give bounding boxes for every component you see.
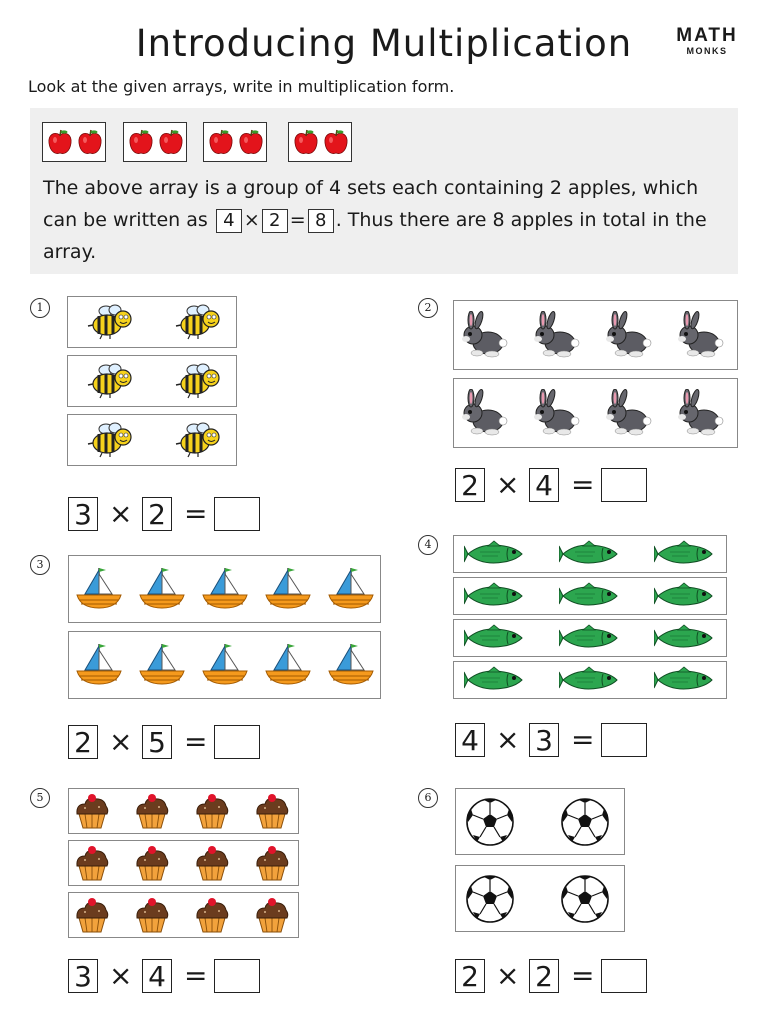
array-row: [453, 577, 727, 615]
apple-icon: [322, 128, 350, 156]
fish-icon: [559, 540, 623, 568]
array-item: [464, 624, 528, 656]
fish-icon: [654, 582, 718, 610]
array-item: [75, 640, 123, 692]
fish-icon: [654, 624, 718, 652]
example-text: [43, 172, 733, 268]
array-row: [67, 414, 237, 466]
fish-icon: [464, 666, 528, 694]
instruction-text: Look at the given arrays, write in multiplication form.: [28, 77, 455, 96]
apple-icon: [46, 128, 74, 156]
array-row: [68, 631, 381, 699]
array-item: [138, 640, 186, 692]
problem-4-number: 4: [418, 535, 438, 555]
sailboat-icon: [138, 640, 186, 688]
soccer-ball-icon: [560, 797, 610, 847]
apple-icon: [292, 128, 320, 156]
example-factor-b: 2: [262, 209, 288, 233]
array-item: [133, 792, 171, 834]
apple: [46, 128, 74, 160]
bee-icon: [86, 301, 134, 341]
example-factor-a: 4: [216, 209, 242, 233]
sailboat-icon: [201, 640, 249, 688]
apple: [207, 128, 235, 160]
problem-6-answer-box[interactable]: [601, 959, 647, 993]
array-row: [453, 378, 738, 448]
bee-icon: [174, 419, 222, 459]
apple-icon: [207, 128, 235, 156]
fish-icon: [464, 624, 528, 652]
array-item: [559, 582, 623, 614]
problem-5-answer-box[interactable]: [214, 959, 260, 993]
array-item: [559, 624, 623, 656]
problem-1-times-sign: ×: [109, 497, 133, 530]
bee-icon: [86, 419, 134, 459]
cupcake-icon: [253, 792, 291, 830]
fish-icon: [654, 666, 718, 694]
problem-2-answer-box[interactable]: [601, 468, 647, 502]
array-item: [264, 564, 312, 616]
problem-2-factor-b: 4: [529, 468, 559, 502]
array-item: [86, 419, 134, 463]
apple-group: [123, 122, 187, 162]
array-item: [560, 874, 610, 928]
array-item: [603, 389, 653, 441]
array-item: [253, 844, 291, 886]
array-row: [453, 619, 727, 657]
array-row: [68, 840, 299, 886]
problem-3-answer-box[interactable]: [214, 725, 260, 759]
array-item: [654, 624, 718, 656]
array-item: [201, 640, 249, 692]
problem-1-equals-sign: =: [184, 497, 208, 530]
problem-4-times-sign: ×: [496, 723, 520, 756]
array-row: [453, 300, 738, 370]
array-row: [68, 555, 381, 623]
array-item: [193, 896, 231, 938]
apple: [237, 128, 265, 160]
apple: [76, 128, 104, 160]
array-item: [559, 540, 623, 572]
example-result: 8: [308, 209, 334, 233]
bee-icon: [86, 360, 134, 400]
array-item: [193, 844, 231, 886]
problem-4-equals-sign: =: [571, 723, 595, 756]
problem-3-number: 3: [30, 555, 50, 575]
rabbit-icon: [675, 311, 725, 359]
apple-icon: [76, 128, 104, 156]
fish-icon: [654, 540, 718, 568]
fish-icon: [559, 666, 623, 694]
problem-6-equals-sign: =: [571, 959, 595, 992]
cupcake-icon: [133, 844, 171, 882]
array-item: [201, 564, 249, 616]
apple: [322, 128, 350, 160]
fish-icon: [464, 540, 528, 568]
fish-icon: [464, 582, 528, 610]
array-item: [465, 874, 515, 928]
page-title: Introducing Multiplication: [135, 22, 633, 65]
apple: [292, 128, 320, 160]
array-item: [560, 797, 610, 851]
array-item: [86, 360, 134, 404]
array-item: [531, 311, 581, 363]
array-item: [459, 311, 509, 363]
array-item: [133, 896, 171, 938]
soccer-ball-icon: [560, 874, 610, 924]
example-text-before: The above array is a group of 4 sets each containing 2 apples, which can be written as: [43, 177, 699, 231]
problem-6-factor-b: 2: [529, 959, 559, 993]
problem-5-factor-b: 4: [142, 959, 172, 993]
array-item: [138, 564, 186, 616]
example-times-sign: ×: [243, 209, 260, 231]
soccer-ball-icon: [465, 797, 515, 847]
rabbit-icon: [531, 389, 581, 437]
rabbit-icon: [531, 311, 581, 359]
problem-6-times-sign: ×: [496, 959, 520, 992]
fish-icon: [559, 582, 623, 610]
problem-2-equals-sign: =: [571, 468, 595, 501]
fish-icon: [559, 624, 623, 652]
array-item: [465, 797, 515, 851]
sailboat-icon: [138, 564, 186, 612]
sailboat-icon: [75, 564, 123, 612]
array-row: [67, 296, 237, 348]
bee-icon: [174, 360, 222, 400]
problem-3-factor-b: 5: [142, 725, 172, 759]
problem-2-times-sign: ×: [496, 468, 520, 501]
cupcake-icon: [193, 792, 231, 830]
array-row: [453, 661, 727, 699]
rabbit-icon: [459, 311, 509, 359]
array-item: [75, 564, 123, 616]
example-equals-sign: =: [289, 209, 306, 231]
problem-1-factor-b: 2: [142, 497, 172, 531]
array-row: [455, 788, 625, 855]
problem-1-factor-a: 3: [68, 497, 98, 531]
cupcake-icon: [193, 844, 231, 882]
cupcake-icon: [193, 896, 231, 934]
example-panel: [30, 108, 738, 274]
example-text-after: . Thus there are 8 apples in total in the array.: [43, 209, 707, 263]
array-item: [327, 640, 375, 692]
problem-3-factor-a: 2: [68, 725, 98, 759]
cupcake-icon: [253, 844, 291, 882]
rabbit-icon: [603, 389, 653, 437]
cupcake-icon: [73, 896, 111, 934]
problem-1-number: 1: [30, 298, 50, 318]
logo-line2: MONKS: [686, 46, 728, 56]
problem-5-times-sign: ×: [109, 959, 133, 992]
problem-1-answer-box[interactable]: [214, 497, 260, 531]
array-row: [68, 788, 299, 834]
sailboat-icon: [201, 564, 249, 612]
cupcake-icon: [253, 896, 291, 934]
rabbit-icon: [603, 311, 653, 359]
array-item: [654, 540, 718, 572]
cupcake-icon: [133, 896, 171, 934]
logo-line1: MATH: [676, 25, 738, 46]
apple: [127, 128, 155, 160]
array-row: [68, 892, 299, 938]
bee-icon: [174, 301, 222, 341]
array-item: [253, 896, 291, 938]
problem-4-factor-b: 3: [529, 723, 559, 757]
array-item: [133, 844, 171, 886]
apple-icon: [157, 128, 185, 156]
array-row: [67, 355, 237, 407]
problem-6-factor-a: 2: [455, 959, 485, 993]
array-item: [73, 844, 111, 886]
array-item: [253, 792, 291, 834]
problem-2-factor-a: 2: [455, 468, 485, 502]
problem-4-factor-a: 4: [455, 723, 485, 757]
array-item: [464, 582, 528, 614]
array-item: [174, 301, 222, 345]
cupcake-icon: [133, 792, 171, 830]
array-item: [464, 666, 528, 698]
array-item: [654, 582, 718, 614]
array-item: [73, 896, 111, 938]
problem-3-times-sign: ×: [109, 725, 133, 758]
problem-4-answer-box[interactable]: [601, 723, 647, 757]
cupcake-icon: [73, 792, 111, 830]
array-item: [675, 389, 725, 441]
array-item: [654, 666, 718, 698]
sailboat-icon: [264, 640, 312, 688]
array-item: [174, 360, 222, 404]
apple-group: [288, 122, 352, 162]
problem-5-factor-a: 3: [68, 959, 98, 993]
array-item: [603, 311, 653, 363]
sailboat-icon: [327, 640, 375, 688]
problem-5-number: 5: [30, 788, 50, 808]
apple-group: [203, 122, 267, 162]
array-item: [675, 311, 725, 363]
array-item: [459, 389, 509, 441]
array-item: [193, 792, 231, 834]
array-item: [559, 666, 623, 698]
array-row: [455, 865, 625, 932]
apple-icon: [237, 128, 265, 156]
sailboat-icon: [75, 640, 123, 688]
rabbit-icon: [675, 389, 725, 437]
problem-3-equals-sign: =: [184, 725, 208, 758]
sailboat-icon: [264, 564, 312, 612]
problem-6-number: 6: [418, 788, 438, 808]
array-item: [86, 301, 134, 345]
array-item: [464, 540, 528, 572]
rabbit-icon: [459, 389, 509, 437]
array-item: [327, 564, 375, 616]
array-item: [264, 640, 312, 692]
cupcake-icon: [73, 844, 111, 882]
array-row: [453, 535, 727, 573]
apple-icon: [127, 128, 155, 156]
soccer-ball-icon: [465, 874, 515, 924]
array-item: [531, 389, 581, 441]
apple: [157, 128, 185, 160]
sailboat-icon: [327, 564, 375, 612]
problem-5-equals-sign: =: [184, 959, 208, 992]
apple-group: [42, 122, 106, 162]
array-item: [174, 419, 222, 463]
problem-2-number: 2: [418, 298, 438, 318]
math-monks-logo: [672, 26, 742, 56]
array-item: [73, 792, 111, 834]
